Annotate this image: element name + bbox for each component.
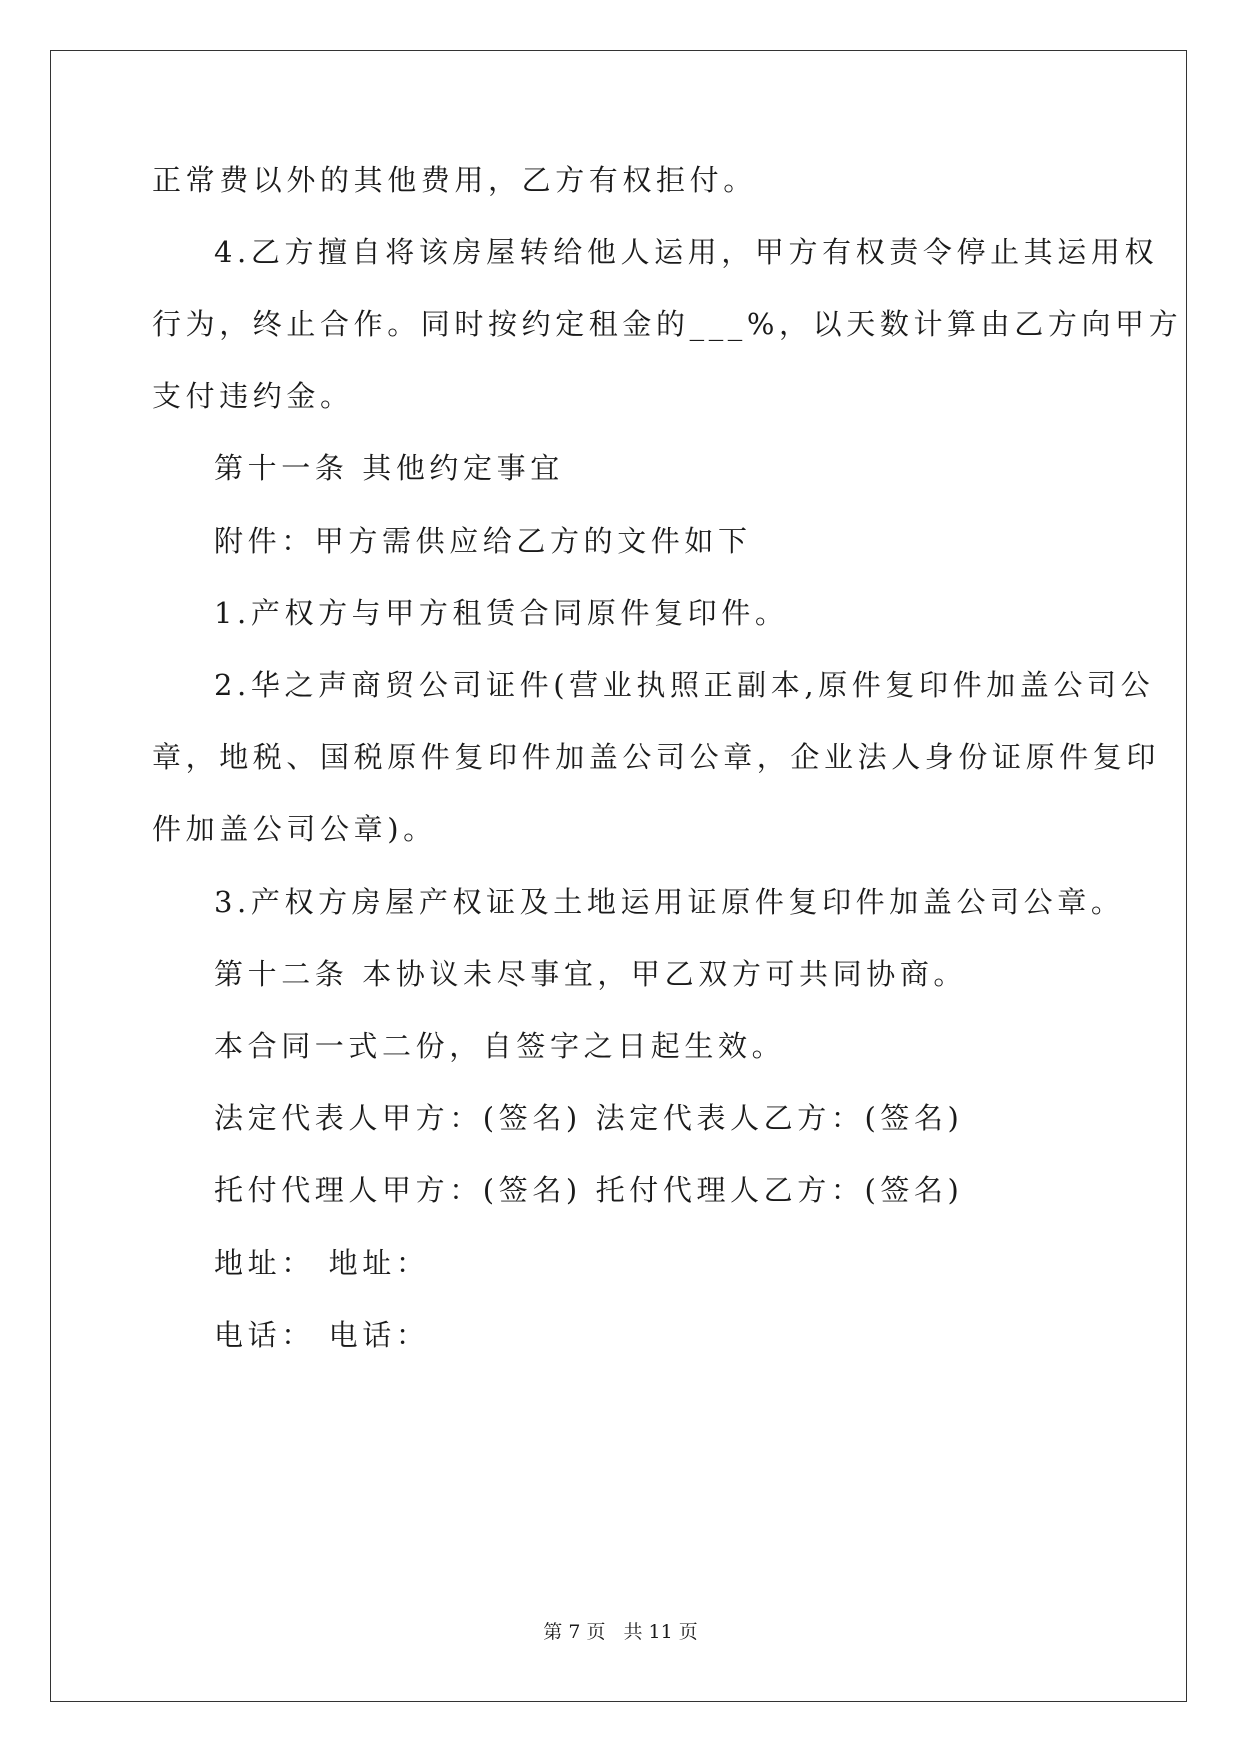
signature-line: 法定代表人甲方：(签名) 法定代表人乙方：(签名) bbox=[214, 1101, 964, 1135]
page-border bbox=[50, 50, 1187, 1702]
text-line: 章，地税、国税原件复印件加盖公司公章，企业法人身份证原件复印 bbox=[152, 740, 1161, 774]
text-line: 附件：甲方需供应给乙方的文件如下 bbox=[214, 524, 752, 558]
signature-line: 托付代理人甲方：(签名) 托付代理人乙方：(签名) bbox=[214, 1173, 964, 1207]
phone-line: 电话： 电话： bbox=[214, 1318, 430, 1352]
page-number: 第 7 页 bbox=[543, 1621, 606, 1643]
text-line: 行为，终止合作。同时按约定租金的___%，以天数计算由乙方向甲方 bbox=[152, 307, 1183, 341]
address-line: 地址： 地址： bbox=[214, 1246, 430, 1280]
text-line: 支付违约金。 bbox=[152, 379, 354, 413]
section-heading: 第十一条 其他约定事宜 bbox=[214, 451, 564, 485]
text-line: 正常费以外的其他费用，乙方有权拒付。 bbox=[152, 163, 757, 197]
page-total: 共 11 页 bbox=[623, 1621, 698, 1643]
text-line: 2.华之声商贸公司证件(营业执照正副本,原件复印件加盖公司公 bbox=[214, 668, 1155, 702]
text-line: 本合同一式二份，自签字之日起生效。 bbox=[214, 1029, 786, 1063]
page-footer bbox=[0, 1620, 1241, 1644]
text-line: 4.乙方擅自将该房屋转给他人运用，甲方有权责令停止其运用权 bbox=[214, 235, 1159, 269]
section-heading: 第十二条 本协议未尽事宜，甲乙双方可共同协商。 bbox=[214, 957, 968, 991]
text-line: 3.产权方房屋产权证及土地运用证原件复印件加盖公司公章。 bbox=[214, 885, 1125, 919]
text-line: 件加盖公司公章)。 bbox=[152, 812, 437, 846]
text-line: 1.产权方与甲方租赁合同原件复印件。 bbox=[214, 596, 789, 630]
